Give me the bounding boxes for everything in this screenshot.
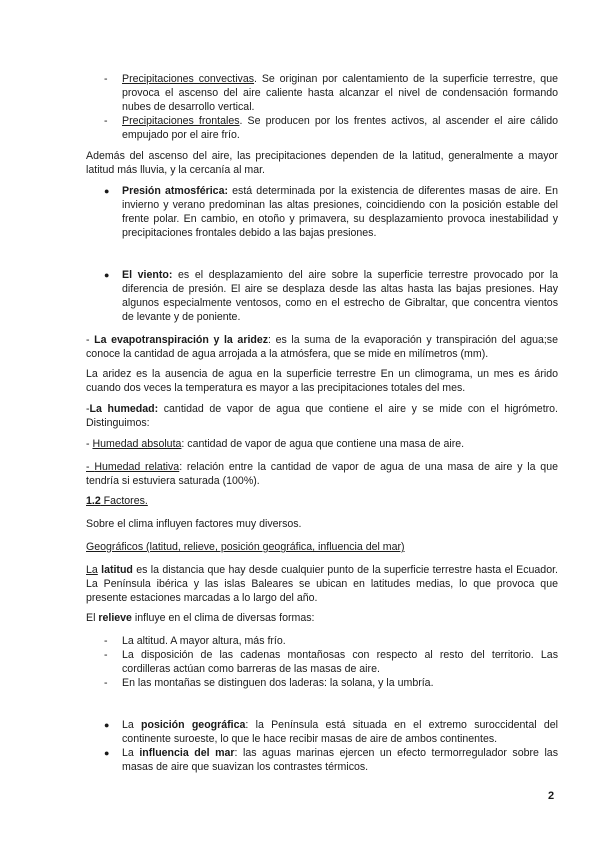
term-humedad-absoluta: Humedad absoluta [92, 438, 182, 450]
bullet-icon: ● [104, 186, 110, 196]
term-evapotranspiracion: La evapotranspiración y la aridez [94, 334, 269, 346]
paragraph-evapotranspiracion [86, 333, 558, 361]
bullet-viento [122, 268, 558, 324]
evapo-prefix: - [86, 334, 95, 346]
term-latitud: latitud [97, 564, 133, 576]
text-humedad-relativa: : relación entre la cantidad de vapor de agua de una masa de aire y la que tendría si estuviera saturada (100%). [86, 461, 558, 487]
paragraph-factores-intro: Sobre el clima influyen factores muy diversos. [86, 518, 302, 530]
term-viento: El viento: [122, 269, 173, 281]
term-humedad-relativa: Humedad relativa [94, 461, 180, 473]
list-dash: - [104, 635, 108, 647]
list-item-frontales [122, 114, 558, 142]
paragraph-aridez: La aridez es la ausencia de agua en la superficie terrestre En un climograma, un mes es árido cuando dos veces la temperatura es mayor a las precipitaciones totales del mes. [86, 368, 558, 394]
text-evapotranspiracion: : es la suma de la evaporación y transpiración del agua;se conoce la cantidad de agua arrojada a la atmósfera, que se mide en milímetros (mm). [86, 334, 558, 360]
list-dash: - [104, 649, 108, 661]
text-presion: está determinada por la existencia de diferentes masas de aire. En invierno y verano predominan las altas presiones, coincidiendo con la posición estable del frente polar. En cambio, en otoño y primavera, su desplazamiento provoca inestabilidad y precipitaciones frontales debido a las bajas presiones. [122, 185, 558, 239]
term-relieve: relieve [98, 612, 132, 624]
list-item-convectivas [122, 72, 558, 114]
term-frontales: Precipitaciones frontales [122, 115, 240, 127]
term-presion: Presión atmosférica: [122, 185, 228, 197]
paragraph-humedad-absoluta [86, 437, 558, 451]
term-influencia: influencia del mar [139, 747, 235, 759]
bullet-posicion [122, 718, 558, 746]
subheading-geograficos [86, 540, 558, 554]
text-viento: es el desplazamiento del aire sobre la superficie terrestre provocado por la diferencia de presión. El aire se desplaza desde las altas hasta las bajas presiones. Hay algunos especialmente ventosos, como en el estrecho de Gibraltar, que concentra vientos de levante y de poniente. [122, 269, 558, 323]
text-frontales: . Se producen por los frentes activos, al ascender el aire cálido empujado por el aire frío. [122, 115, 558, 141]
text-humedad-absoluta: : cantidad de vapor de agua que contiene una masa de aire. [181, 438, 465, 450]
bullet-icon: ● [104, 270, 110, 280]
list-item-altitud: La altitud. A mayor altura, más frío. [122, 635, 286, 647]
posicion-pre: La [122, 719, 142, 731]
page-number: 2 [548, 790, 555, 802]
list-dash: - [104, 115, 108, 127]
section-heading-factores [86, 494, 558, 508]
humedad-prefix: - [86, 403, 90, 415]
relieve-pre: El [86, 612, 99, 624]
text-humedad: cantidad de vapor de agua que contiene el aire y se mide con el higrómetro. Distinguimos: [86, 403, 558, 429]
paragraph-humedad-relativa [86, 460, 558, 488]
term-posicion: posición geográfica [141, 719, 246, 731]
text-convectivas: . Se originan por calentamiento de la superficie terrestre, que provoca el ascenso del aire caliente hasta alcanzar el nivel de condensación formando nubes de desarrollo vertical. [122, 73, 558, 113]
list-dash: - [104, 677, 108, 689]
bullet-icon: ● [104, 748, 110, 758]
text-posicion: : la Península está situada en el extremo suroccidental del continente suroeste, lo que le hace recibir masas de aire de ambos continentes. [122, 719, 558, 745]
list-item-cadenas: La disposición de las cadenas montañosas con respecto al resto del territorio. Las cordilleras actúan como barreras de las masas de aire. [122, 649, 558, 675]
paragraph-ascenso: Además del ascenso del aire, las precipitaciones dependen de la latitud, generalmente a mayor latitud más lluvia, y la cercanía al mar. [86, 150, 558, 176]
section-title: Factores. [100, 495, 148, 507]
paragraph-latitud [86, 563, 558, 605]
hum-rel-prefix: - [86, 461, 95, 473]
section-number: 1.2 [86, 495, 101, 507]
latitud-la: La [86, 564, 98, 576]
list-item-laderas: En las montañas se distinguen dos laderas: la solana, y la umbría. [122, 677, 434, 689]
bullet-presion [122, 184, 558, 240]
bullet-influencia [122, 746, 558, 774]
paragraph-relieve [86, 611, 558, 625]
bullet-icon: ● [104, 720, 110, 730]
hum-abs-prefix: - [86, 438, 93, 450]
term-humedad: La humedad: [89, 403, 159, 415]
term-convectivas: Precipitaciones convectivas [122, 73, 255, 85]
paragraph-humedad [86, 402, 558, 430]
text-relieve: influye en el clima de diversas formas: [131, 612, 315, 624]
text-latitud: es la distancia que hay desde cualquier punto de la superficie terrestre hasta el Ecuador. La Península ibérica y las islas Baleares se ubican en latitudes medias, lo que provoca que presente estaciones marcadas a lo largo del año. [86, 564, 558, 604]
text-influencia: : las aguas marinas ejercen un efecto termorregulador sobre las masas de aire que suavizan los contrastes térmicos. [122, 747, 558, 773]
geograficos-label: Geográficos (latitud, relieve, posición geográfica, influencia del mar) [86, 541, 405, 553]
influencia-pre: La [122, 747, 140, 759]
list-dash: - [104, 73, 108, 85]
